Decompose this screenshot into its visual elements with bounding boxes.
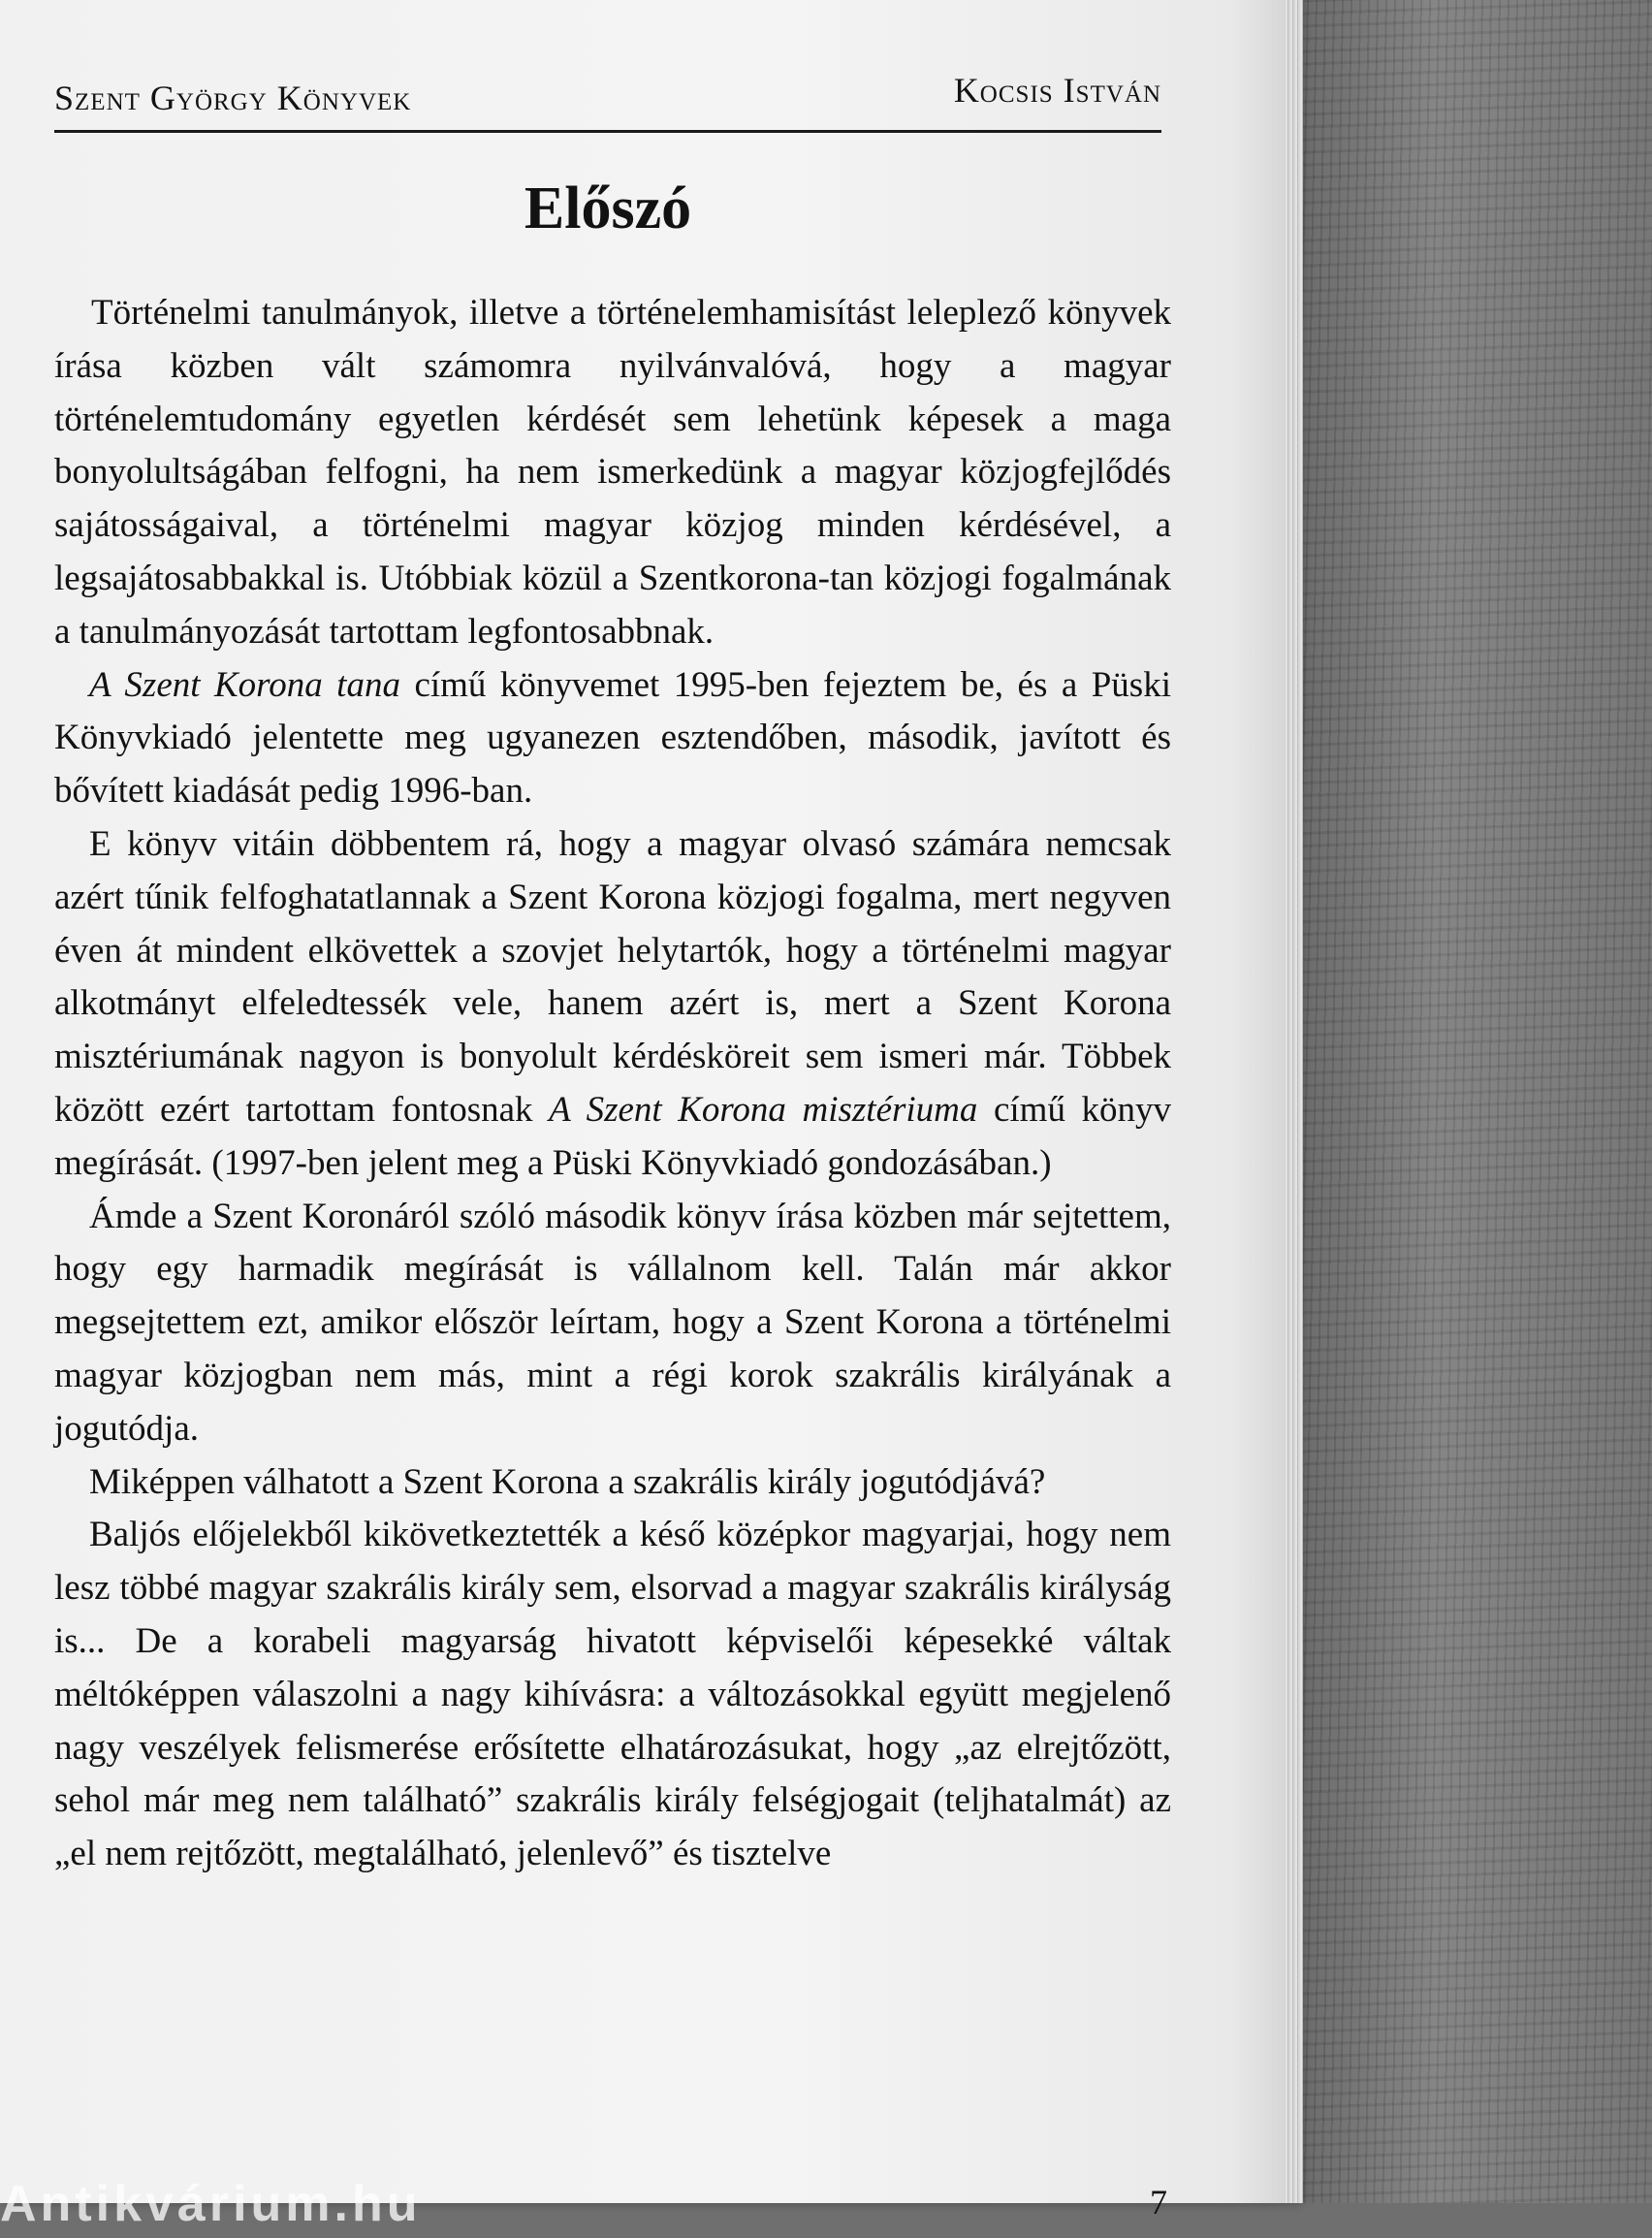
background-surface bbox=[1289, 0, 1652, 2203]
paragraph-text: Baljós előjelekből kikövetkeztették a késő középkor magyarjai, hogy nem lesz többé magyar szakrális király sem, elsorvad a magyar szakrális királyság is... De a korabeli magyarság hivatott képviselői képesekké váltak méltóképpen válaszolni a nagy kihívásra: a változásokkal együtt megjelenő nagy veszélyek felismerése erősítette elhatározásukat, hogy „az elrejtőzött, sehol már meg nem található” szakrális király felségjogait (teljhatalmát) az „el nem rejtőzött, megtalálható, jelenlevő” és tisztelve bbox=[54, 1515, 1171, 1874]
paragraph-text: című könyv megírását. (1997-ben jelent meg a Püski Könyvkiadó gondozásában.) bbox=[54, 1089, 1172, 1183]
paragraph-text: Ámde a Szent Koronáról szóló második könyv írása közben már sejtettem, hogy egy harmadik megírását is vállalnom kell. Talán már akkor megsejtettem ezt, amikor először leírtam, hogy a Szent Korona a történelmi magyar közjogban nem más, mint a régi korok szakrális királyának a jogutódja. bbox=[54, 1196, 1171, 1449]
paragraph bbox=[54, 818, 1171, 1191]
page-title: Előszó bbox=[524, 176, 692, 241]
paragraph bbox=[54, 1456, 1171, 1510]
running-header bbox=[54, 70, 1161, 133]
paragraph-text: Miképpen válhatott a Szent Korona a szakrális király jogutódjává? bbox=[89, 1461, 1046, 1502]
series-title: Szent György Könyvek bbox=[54, 79, 412, 117]
watermark: Antikvárium.hu bbox=[0, 2176, 422, 2232]
paragraph-text: című könyvemet 1995-ben fejeztem be, és a Püski Könyvkiadó jelentette meg ugyanezen esztendőben, második, javított és bővített kiadását pedig 1996-ban. bbox=[54, 664, 1171, 812]
paragraph bbox=[54, 287, 1171, 659]
paragraph-text: E könyv vitáin döbbentem rá, hogy a magyar olvasó számára nemcsak azért tűnik felfoghatatlannak a Szent Korona közjogi fogalma, mert negyven éven át mindent elkövettek a szovjet helytartók, hogy a történelmi magyar alkotmányt elfeledtessék vele, hanem azért is, mert a Szent Korona misztériumának nagyon is bonyolult kérdésköreit sem ismeri már. Többek között ezért tartottam fontosnak bbox=[54, 823, 1171, 1130]
author-name: Kocsis István bbox=[953, 71, 1161, 110]
body-text bbox=[54, 287, 1171, 1881]
paragraph-text: Történelmi tanulmányok, illetve a történelemhamisítást leleplező könyvek írása közben vált számomra nyilvánvalóvá, hogy a magyar történelemtudomány egyetlen kérdését sem lehetünk képesek a maga bonyolultságában felfogni, ha nem ismerkedünk a magyar közjogfejlődés sajátosságaival, a történelmi magyar közjog minden kérdésével, a legsajátosabbakkal is. Utóbbiak közül a Szentkorona-tan közjogi fogalmának a tanulmányozását tartottam legfontosabbnak. bbox=[54, 293, 1171, 652]
paragraph bbox=[54, 659, 1171, 818]
page-number: 7 bbox=[1150, 2183, 1167, 2222]
book-title-italic: A Szent Korona tana bbox=[89, 664, 400, 705]
book-title-italic: A Szent Korona misztériuma bbox=[549, 1089, 978, 1130]
paragraph bbox=[54, 1191, 1171, 1456]
paragraph bbox=[54, 1509, 1171, 1881]
page-edge bbox=[1286, 0, 1303, 2203]
